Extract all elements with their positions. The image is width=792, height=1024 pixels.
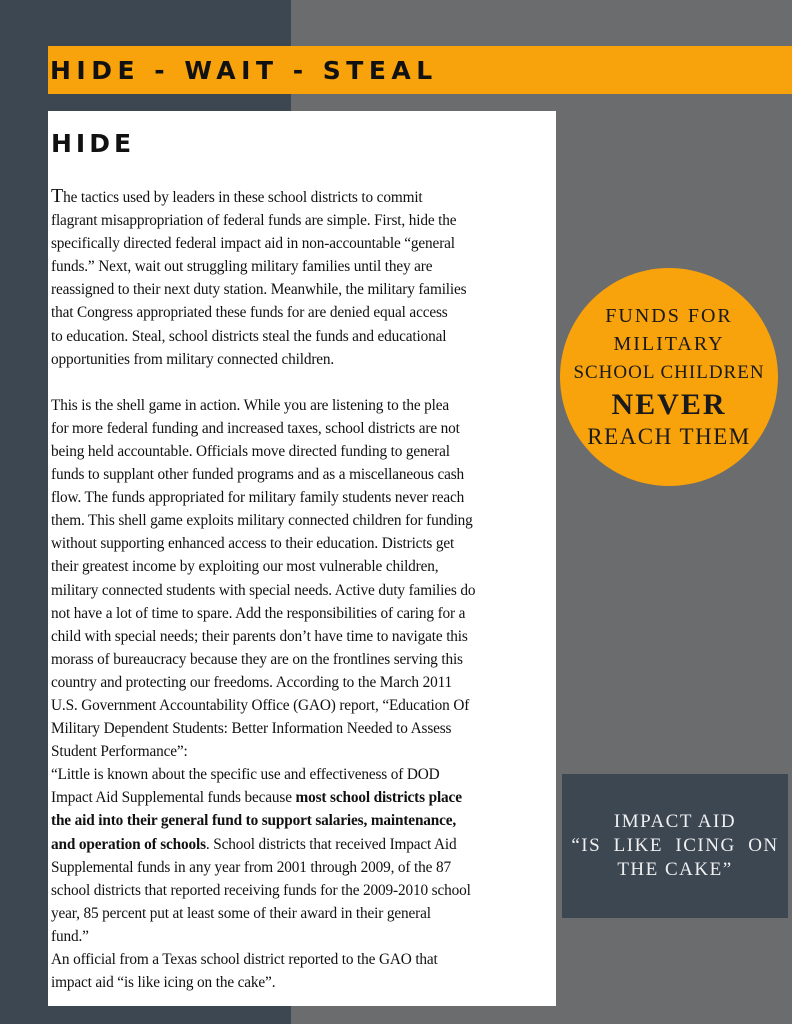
- pull-quote-box: [562, 774, 788, 918]
- pull-quote-line: IMPACT AID: [613, 811, 737, 832]
- quote-line-bold: most school districts place: [295, 789, 462, 807]
- text-line: Military Dependent Students: Better Information Needed to Assess: [51, 720, 452, 738]
- text-line: An official from a Texas school district reported to the GAO that: [51, 951, 438, 968]
- text-line: funds to supplant other funded programs and as a miscellaneous cash: [51, 466, 465, 484]
- callout-circle-line: MILITARY: [613, 333, 725, 355]
- text-line: opportunities from military connected children.: [51, 350, 335, 368]
- text-line: he tactics used by leaders in these school districts to commit: [63, 189, 423, 206]
- text-line: for more federal funding and increased taxes, school districts are not: [51, 419, 460, 437]
- pull-quote-line: “IS LIKE ICING ON: [571, 835, 779, 856]
- quote-line: Supplemental funds in any year from 2001 through 2009, of the 87: [51, 858, 451, 876]
- pull-quote-line: THE CAKE”: [617, 859, 733, 880]
- text-line: to education. Steal, school districts steal the funds and educational: [51, 327, 447, 345]
- text-line: military connected students with special needs. Active duty families do: [51, 581, 476, 599]
- quote-line: . School districts that received Impact Aid: [205, 835, 457, 853]
- quote-line: Impact Aid Supplemental funds because: [51, 789, 296, 807]
- text-line: country and protecting our freedoms. According to the March 2011: [51, 673, 453, 691]
- page-title: HIDE - WAIT - STEAL: [50, 55, 438, 85]
- text-line: being held accountable. Officials move directed funding to general: [51, 442, 450, 460]
- quote-line: year, 85 percent put at least some of their award in their general: [51, 904, 431, 922]
- text-line: reassigned to their next duty station. Meanwhile, the military families: [51, 281, 467, 299]
- text-line: Student Performance”:: [51, 743, 188, 761]
- drop-cap: T: [51, 185, 64, 207]
- callout-circle-line: FUNDS FOR: [605, 305, 733, 327]
- quote-line: fund.”: [51, 927, 89, 945]
- callout-circle-line: SCHOOL CHILDREN: [573, 362, 765, 383]
- text-line: that Congress appropriated these funds for are denied equal access: [51, 304, 448, 322]
- text-line: morass of bureaucracy because they are on the frontlines serving this: [51, 650, 463, 668]
- title-banner: [48, 46, 792, 94]
- paragraph-intro: [51, 185, 556, 371]
- text-line: impact aid “is like icing on the cake”.: [51, 974, 276, 992]
- article-panel: [48, 111, 556, 1006]
- text-line: without supporting enhanced access to their education. Districts get: [51, 535, 455, 553]
- callout-circle: [560, 268, 778, 486]
- quote-line-bold: and operation of schools: [51, 835, 206, 853]
- callout-circle-line: REACH THEM: [587, 424, 751, 449]
- text-line: their greatest income by exploiting our most vulnerable children,: [51, 558, 439, 576]
- text-line: specifically directed federal impact aid in non-accountable “general: [51, 235, 455, 253]
- text-line: them. This shell game exploits military connected children for funding: [51, 512, 473, 530]
- text-line: child with special needs; their parents don’t have time to navigate this: [51, 627, 468, 645]
- text-line: funds.” Next, wait out struggling military families until they are: [51, 258, 433, 276]
- text-line: not have a lot of time to spare. Add the responsibilities of caring for a: [51, 604, 466, 622]
- paragraph-shell-game: [51, 394, 556, 994]
- quote-line: school districts that reported receiving funds for the 2009-2010 school: [51, 881, 471, 899]
- section-heading: HIDE: [51, 129, 136, 158]
- text-line: U.S. Government Accountability Office (GAO) report, “Education Of: [51, 696, 470, 714]
- text-line: flow. The funds appropriated for military family students never reach: [51, 489, 465, 507]
- quote-line: “Little is known about the specific use and effectiveness of DOD: [51, 766, 440, 784]
- callout-circle-emphasis: NEVER: [611, 388, 727, 421]
- quote-line-bold: the aid into their general fund to support salaries, maintenance,: [51, 812, 457, 830]
- text-line: This is the shell game in action. While you are listening to the plea: [51, 396, 450, 414]
- text-line: flagrant misappropriation of federal funds are simple. First, hide the: [51, 212, 457, 230]
